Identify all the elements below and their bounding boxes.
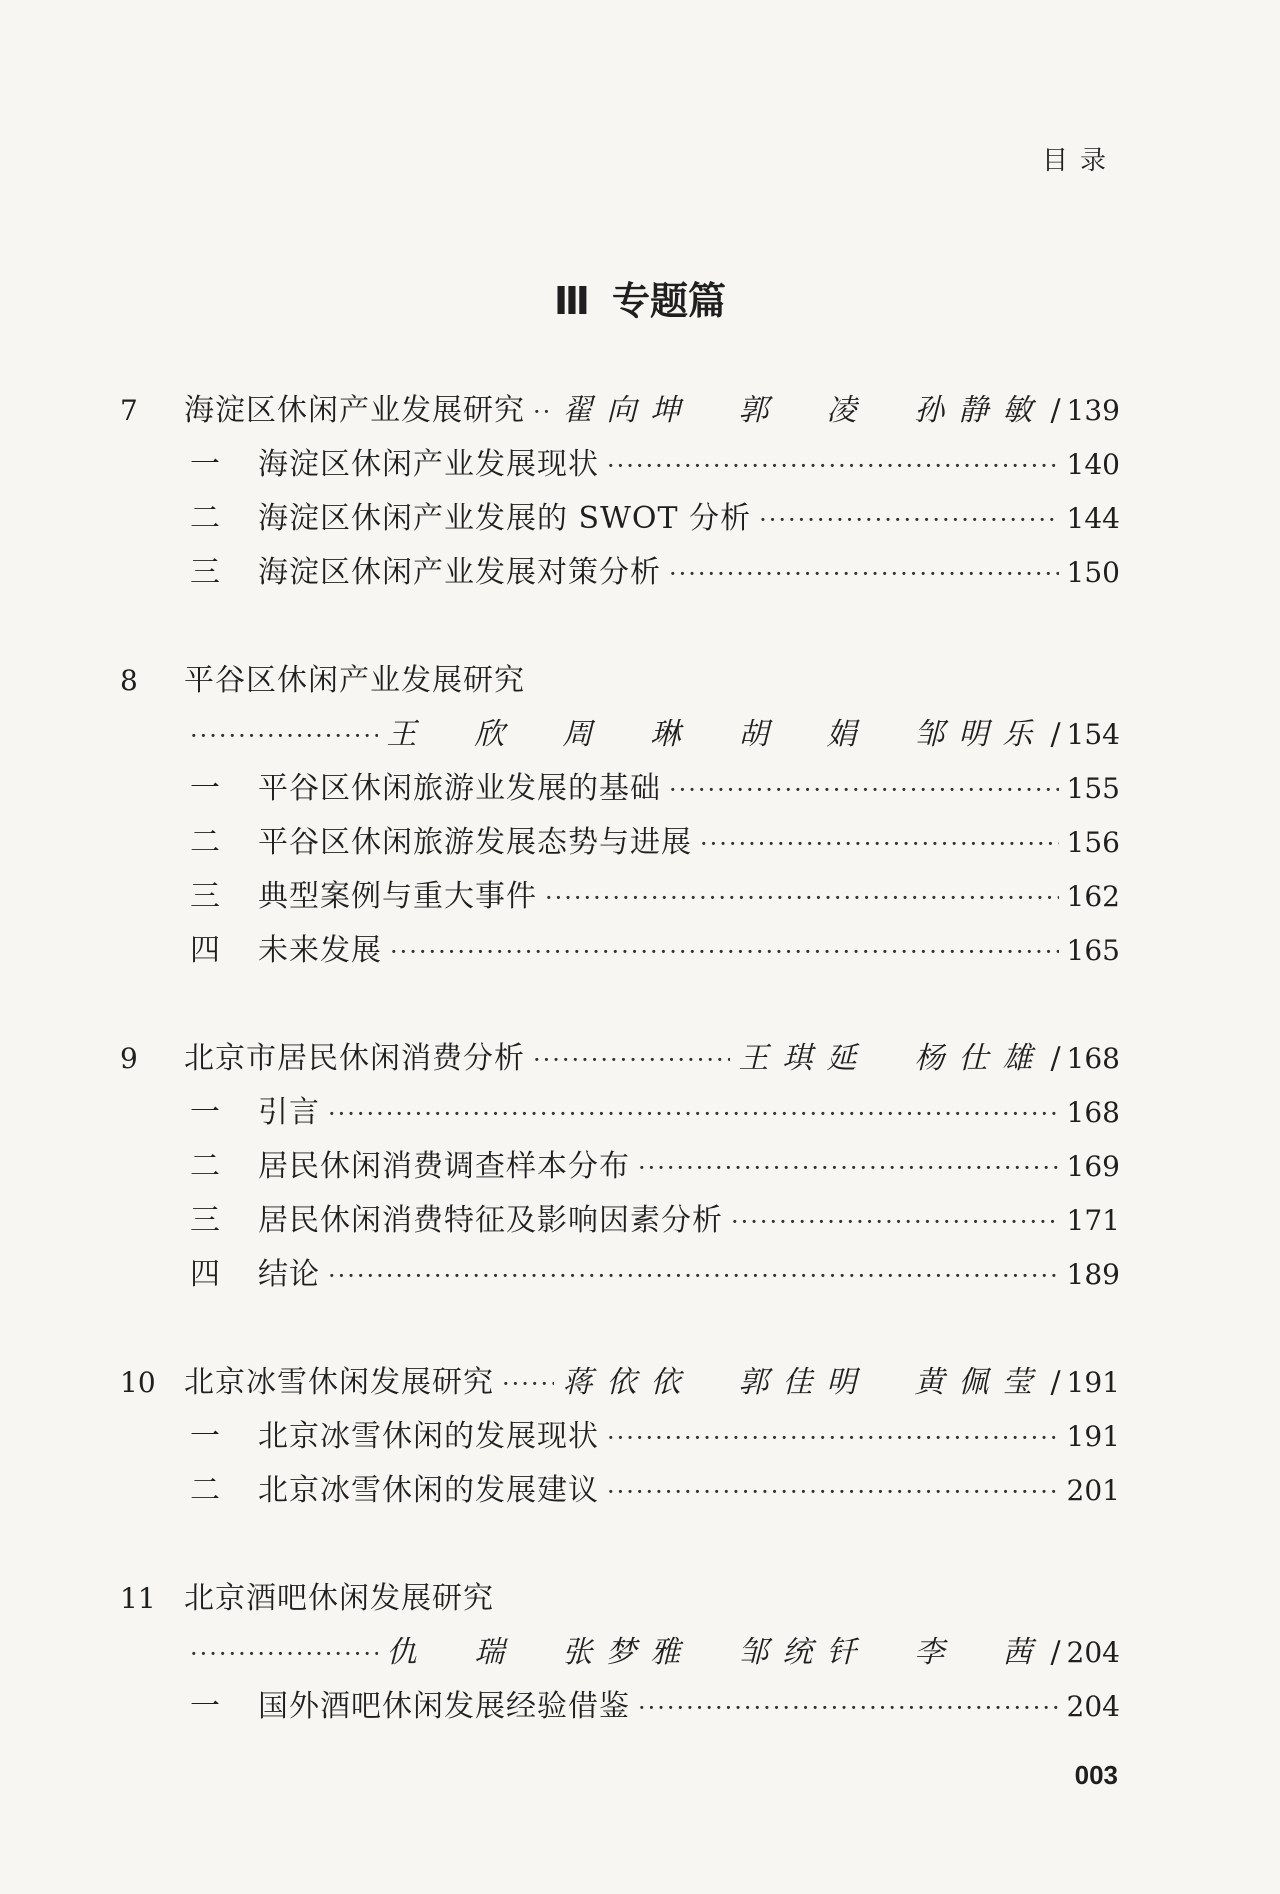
dot-leader: [638, 1681, 1059, 1735]
section-page: 168: [1066, 1096, 1120, 1129]
chapter-number: 9: [120, 1042, 138, 1075]
section-row[interactable]: [120, 870, 1120, 924]
section-page: 169: [1066, 1150, 1120, 1183]
dot-leader: [759, 493, 1058, 547]
section-page: 162: [1066, 880, 1120, 913]
chapter-title: 平谷区休闲产业发展研究: [184, 663, 525, 698]
dot-leader: [607, 1411, 1059, 1465]
chapter-title: 北京市居民休闲消费分析: [184, 1041, 525, 1076]
section-number: 一: [190, 1689, 220, 1724]
section-row[interactable]: [120, 1086, 1120, 1140]
chapter-8: [120, 654, 1120, 978]
chapter-authors: 王琪延 杨仕雄: [738, 1041, 1047, 1076]
chapter-page: 154: [1066, 718, 1120, 751]
chapter-authors: 仇 瑞 张梦雅 邹统钎 李 茜: [386, 1635, 1047, 1670]
section-title: 居民休闲消费特征及影响因素分析: [258, 1203, 723, 1238]
dot-leader: [190, 1627, 378, 1681]
dot-leader: [533, 385, 554, 439]
part-title-text: 专题篇: [611, 279, 726, 323]
slash-separator: /: [1050, 717, 1061, 752]
page-number: 003: [1074, 1760, 1118, 1790]
chapter-9: [120, 1032, 1120, 1302]
section-page: 155: [1066, 772, 1120, 805]
section-row[interactable]: [120, 492, 1120, 546]
section-title: 国外酒吧休闲发展经验借鉴: [258, 1689, 630, 1724]
section-title: 海淀区休闲产业发展的 SWOT 分析: [258, 501, 752, 536]
chapter-number: 10: [120, 1366, 156, 1399]
chapter-title: 北京冰雪休闲发展研究: [184, 1365, 494, 1400]
dot-leader: [533, 1033, 730, 1087]
section-number: 三: [190, 555, 220, 590]
slash-separator: /: [1050, 393, 1061, 428]
part-title: [0, 270, 1280, 325]
chapter-row[interactable]: [120, 1572, 1120, 1626]
dot-leader: [731, 1195, 1059, 1249]
dot-leader: [700, 817, 1059, 871]
section-row[interactable]: [120, 1464, 1120, 1518]
table-of-contents: [120, 384, 1120, 1788]
section-title: 平谷区休闲旅游业发展的基础: [258, 771, 661, 806]
chapter-authors: 翟向坤 郭 凌 孙静敏: [562, 393, 1047, 428]
section-page: 156: [1066, 826, 1120, 859]
running-header: 目录: [1041, 146, 1118, 176]
slash-separator: /: [1050, 1635, 1061, 1670]
chapter-authors: 蒋依依 郭佳明 黄佩莹: [562, 1365, 1047, 1400]
section-number: 一: [190, 1419, 220, 1454]
section-row[interactable]: [120, 546, 1120, 600]
section-number: 一: [190, 1095, 220, 1130]
section-title: 未来发展: [258, 933, 382, 968]
section-number: 四: [190, 933, 220, 968]
section-number: 三: [190, 1203, 220, 1238]
chapter-authors: 王 欣 周 琳 胡 娟 邹明乐: [386, 717, 1047, 752]
dot-leader: [190, 709, 378, 763]
chapter-row[interactable]: [120, 654, 1120, 708]
section-row[interactable]: [120, 438, 1120, 492]
section-row[interactable]: [120, 1680, 1120, 1734]
chapter-author-row[interactable]: [120, 1626, 1120, 1680]
section-title: 北京冰雪休闲的发展现状: [258, 1419, 599, 1454]
section-page: 171: [1066, 1204, 1120, 1237]
section-row[interactable]: [120, 1410, 1120, 1464]
section-page: 204: [1066, 1690, 1120, 1723]
dot-leader: [502, 1357, 554, 1411]
section-title: 平谷区休闲旅游发展态势与进展: [258, 825, 692, 860]
section-title: 居民休闲消费调查样本分布: [258, 1149, 630, 1184]
chapter-title: 北京酒吧休闲发展研究: [184, 1581, 494, 1616]
chapter-row[interactable]: [120, 1356, 1120, 1410]
dot-leader: [607, 1465, 1059, 1519]
dot-leader: [669, 763, 1059, 817]
dot-leader: [390, 925, 1059, 979]
section-page: 150: [1066, 556, 1120, 589]
chapter-11: [120, 1572, 1120, 1734]
section-number: 二: [190, 825, 220, 860]
slash-separator: /: [1050, 1041, 1061, 1076]
chapter-number: 7: [120, 394, 138, 427]
section-page: 189: [1066, 1258, 1120, 1291]
section-row[interactable]: [120, 1248, 1120, 1302]
chapter-row[interactable]: [120, 384, 1120, 438]
chapter-number: 8: [120, 664, 138, 697]
section-number: 四: [190, 1257, 220, 1292]
section-page: 201: [1066, 1474, 1120, 1507]
dot-leader: [607, 439, 1059, 493]
dot-leader: [638, 1141, 1059, 1195]
section-number: 二: [190, 1473, 220, 1508]
dot-leader: [328, 1087, 1059, 1141]
dot-leader: [328, 1249, 1059, 1303]
section-page: 140: [1066, 448, 1120, 481]
section-number: 一: [190, 771, 220, 806]
chapter-row[interactable]: [120, 1032, 1120, 1086]
dot-leader: [545, 871, 1059, 925]
chapter-number: 11: [120, 1582, 156, 1615]
chapter-7: [120, 384, 1120, 600]
section-page: 191: [1066, 1420, 1120, 1453]
section-page: 165: [1066, 934, 1120, 967]
section-row[interactable]: [120, 762, 1120, 816]
section-page: 144: [1066, 502, 1120, 535]
section-title: 结论: [258, 1257, 320, 1292]
chapter-page: 139: [1066, 394, 1120, 427]
dot-leader: [669, 547, 1059, 601]
slash-separator: /: [1050, 1365, 1061, 1400]
section-title: 引言: [258, 1095, 320, 1130]
section-row[interactable]: [120, 1194, 1120, 1248]
section-number: 二: [190, 501, 220, 536]
section-number: 一: [190, 447, 220, 482]
chapter-10: [120, 1356, 1120, 1518]
section-row[interactable]: [120, 1140, 1120, 1194]
section-title: 海淀区休闲产业发展现状: [258, 447, 599, 482]
chapter-author-row[interactable]: [120, 708, 1120, 762]
section-row[interactable]: [120, 924, 1120, 978]
chapter-page: 204: [1066, 1636, 1120, 1669]
section-title: 海淀区休闲产业发展对策分析: [258, 555, 661, 590]
section-number: 二: [190, 1149, 220, 1184]
section-row[interactable]: [120, 816, 1120, 870]
part-numeral: Ⅲ: [554, 279, 590, 323]
section-title: 典型案例与重大事件: [258, 879, 537, 914]
section-title: 北京冰雪休闲的发展建议: [258, 1473, 599, 1508]
chapter-page: 191: [1066, 1366, 1120, 1399]
chapter-page: 168: [1066, 1042, 1120, 1075]
section-number: 三: [190, 879, 220, 914]
chapter-title: 海淀区休闲产业发展研究: [184, 393, 525, 428]
